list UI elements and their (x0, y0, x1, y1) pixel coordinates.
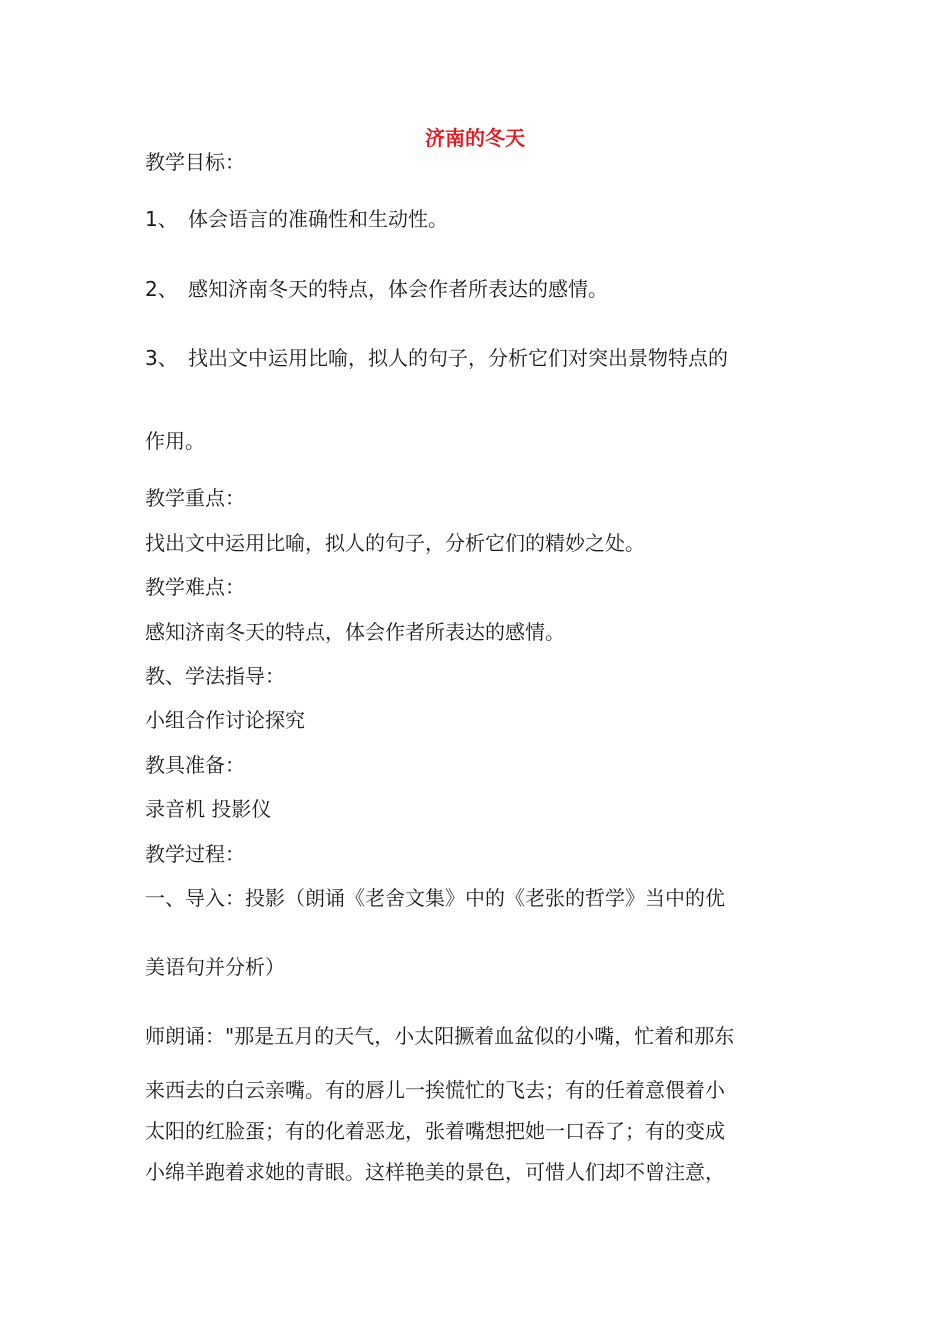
objective-item-1 (145, 205, 448, 233)
objective-item-2 (145, 275, 608, 303)
method-guidance-text: 小组合作讨论探究 (145, 708, 305, 732)
heading-teaching-aids: 教具准备： (145, 753, 245, 777)
list-number: 3、 (145, 346, 178, 370)
recitation-line-2: 来西去的白云亲嘴。有的唇儿一挨慌忙的飞去；有的任着意偎着小 (145, 1078, 725, 1102)
objective-item-3-continued: 作用。 (145, 429, 205, 453)
process-intro-line-1: 一、导入：投影（朗诵《老舍文集》中的《老张的哲学》当中的优 (145, 886, 725, 910)
document-title: 济南的冬天 (425, 126, 525, 150)
key-points-text: 找出文中运用比喻，拟人的句子，分析它们的精妙之处。 (145, 531, 645, 555)
list-text: 体会语言的准确性和生动性。 (188, 207, 448, 231)
heading-difficulties: 教学难点： (145, 575, 245, 599)
list-number: 1、 (145, 207, 178, 231)
list-text: 感知济南冬天的特点，体会作者所表达的感情。 (188, 277, 608, 301)
recitation-line-1: 师朗诵："那是五月的天气，小太阳撅着血盆似的小嘴，忙着和那东 (145, 1024, 735, 1048)
heading-teaching-objectives: 教学目标： (145, 150, 245, 174)
recitation-line-4: 小绵羊跑着求她的青眼。这样艳美的景色，可惜人们却不曾注意， (145, 1160, 725, 1184)
recitation-line-3: 太阳的红脸蛋；有的化着恶龙，张着嘴想把她一口吞了；有的变成 (145, 1119, 725, 1143)
process-intro-line-2: 美语句并分析） (145, 955, 285, 979)
heading-key-points: 教学重点： (145, 486, 245, 510)
objective-item-3 (145, 344, 728, 372)
teaching-aids-text: 录音机 投影仪 (145, 797, 272, 821)
list-number: 2、 (145, 277, 178, 301)
heading-method-guidance: 教、学法指导： (145, 664, 285, 688)
list-text: 找出文中运用比喻，拟人的句子，分析它们对突出景物特点的 (188, 346, 728, 370)
heading-teaching-process: 教学过程： (145, 842, 245, 866)
difficulties-text: 感知济南冬天的特点，体会作者所表达的感情。 (145, 620, 565, 644)
